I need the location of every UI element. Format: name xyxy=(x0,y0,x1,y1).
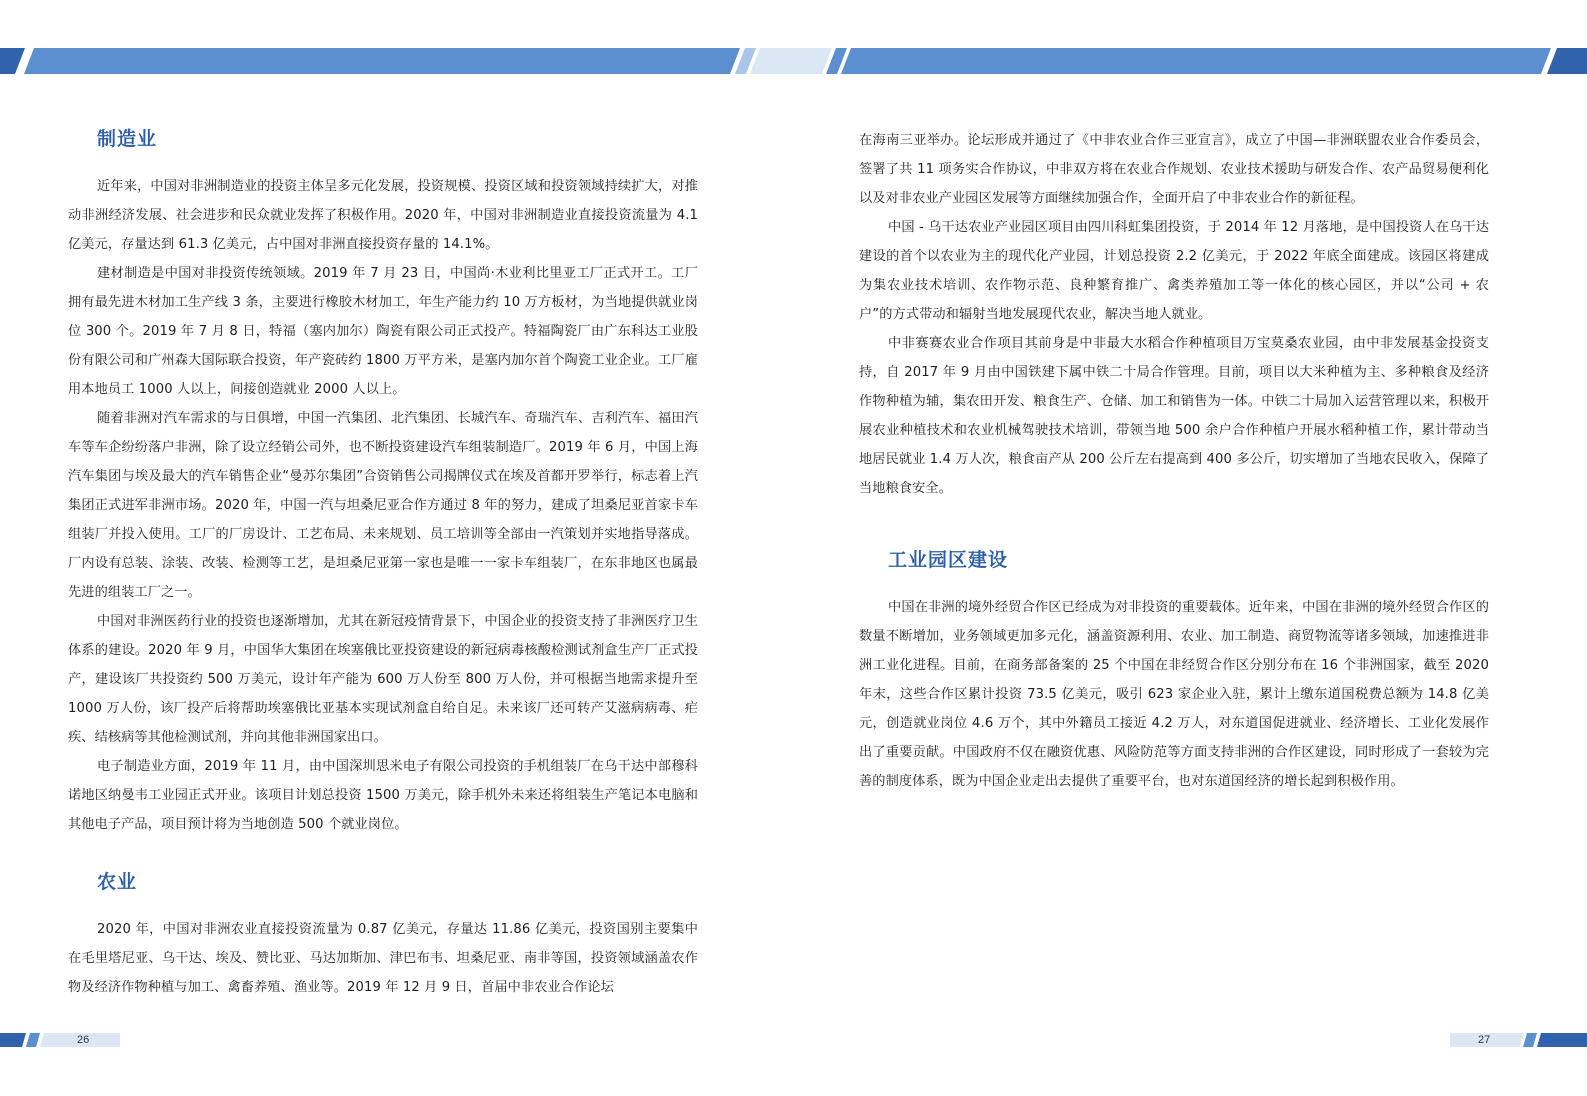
top-decorative-band xyxy=(0,48,1587,74)
paragraph: 建材制造是中国对非投资传统领域。2019 年 7 月 23 日，中国尚·木业利比里亚工厂正式开工。工厂拥有最先进木材加工生产线 3 条，主要进行橡胶木材加工，年生产能力约 10 万方板材，为当地提供就业岗位 300 个。2019 年 7 月 8 日，特福（塞内加尔）陶瓷有限公司正式投产。特福陶瓷厂由广东科达工业股份有限公司和广州森大国际联合投资，年产瓷砖约 1800 万平方米，是塞内加尔首个陶瓷工业企业。工厂雇用本地员工 1000 人以上，间接创造就业 2000 人以上。 xyxy=(68,266,698,397)
footer-decoration-left xyxy=(0,1033,120,1047)
section-heading-agriculture: 农业 xyxy=(97,871,138,893)
footer-decoration-right xyxy=(1450,1033,1587,1047)
paragraph: 2020 年，中国对非洲农业直接投资流量为 0.87 亿美元，存量达 11.86 亿美元，投资国别主要集中在毛里塔尼亚、乌干达、埃及、赞比亚、马达加斯加、津巴布韦、坦桑尼亚、南非等国，投资领域涵盖农作物及经济作物种植与加工、禽畜养殖、渔业等。2019 年 12 月 9 日，首届中非农业合作论坛 xyxy=(68,922,698,995)
paragraph: 电子制造业方面，2019 年 11 月，由中国深圳思米电子有限公司投资的手机组装厂在乌干达中部穆科诺地区纳曼韦工业园正式开业。该项目计划总投资 1500 万美元，除手机外未来还将组装生产笔记本电脑和其他电子产品，项目预计将为当地创造 500 个就业岗位。 xyxy=(68,759,698,832)
right-page-column xyxy=(859,126,1489,796)
paragraph: 中国在非洲的境外经贸合作区已经成为对非投资的重要载体。近年来，中国在非洲的境外经贸合作区的数量不断增加，业务领域更加多元化，涵盖资源利用、农业、加工制造、商贸物流等诸多领域，加速推进非洲工业化进程。目前，在商务部备案的 25 个中国在非经贸合作区分别分布在 16 个非洲国家，截至 2020 年末，这些合作区累计投资 73.5 亿美元，吸引 623 家企业入驻，累计上缴东道国税费总额为 14.8 亿美元，创造就业岗位 4.6 万个，其中外籍员工接近 4.2 万人，对东道国促进就业、经济增长、工业化发展作出了重要贡献。中国政府不仅在融资优惠、风险防范等方面支持非洲的合作区建设，同时形成了一套较为完善的制度体系，既为中国企业走出去提供了重要平台，也对东道国经济的增长起到积极作用。 xyxy=(859,600,1489,789)
left-page-column xyxy=(68,122,698,1002)
paragraph-continuation: 在海南三亚举办。论坛形成并通过了《中非农业合作三亚宣言》，成立了中国—非洲联盟农业合作委员会，签署了共 11 项务实合作协议，中非双方将在农业合作规划、农业技术援助与研发合作、农产品贸易便利化以及对非农业产业园区发展等方面继续加强合作，全面开启了中非农业合作的新征程。 xyxy=(859,133,1489,206)
paragraph: 近年来，中国对非洲制造业的投资主体呈多元化发展，投资规模、投资区域和投资领域持续扩大，对推动非洲经济发展、社会进步和民众就业发挥了积极作用。2020 年，中国对非洲制造业直接投资流量为 4.1 亿美元，存量达到 61.3 亿美元，占中国对非洲直接投资存量的 14.1%。 xyxy=(68,179,698,252)
page-number-left: 26 xyxy=(77,1034,90,1046)
paragraph: 随着非洲对汽车需求的与日俱增，中国一汽集团、北汽集团、长城汽车、奇瑞汽车、吉利汽车、福田汽车等车企纷纷落户非洲，除了设立经销公司外，也不断投资建设汽车组装制造厂。2019 年 6 月，中国上海汽车集团与埃及最大的汽车销售企业“曼苏尔集团”合资销售公司揭牌仪式在埃及首都开罗举行，标志着上汽集团正式进军非洲市场。2020 年，中国一汽与坦桑尼亚合作方通过 8 年的努力，建成了坦桑尼亚首家卡车组装厂并投入使用。工厂的厂房设计、工艺布局、未来规划、员工培训等全部由一汽策划并实地指导落成。厂内设有总装、涂装、改装、检测等工艺，是坦桑尼亚第一家也是唯一一家卡车组装厂，在东非地区也属最先进的组装工厂之一。 xyxy=(68,411,698,600)
paragraph: 中非赛赛农业合作项目其前身是中非最大水稻合作种植项目万宝莫桑农业园，由中非发展基金投资支持，自 2017 年 9 月由中国铁建下属中铁二十局合作管理。目前，项目以大米种植为主、多种粮食及经济作物种植为辅，集农田开发、粮食生产、仓储、加工和销售为一体。中铁二十局加入运营管理以来，积极开展农业种植技术和农业机械驾驶技术培训，带领当地 500 余户合作种植户开展水稻种植工作，累计带动当地居民就业 1.4 万人次，粮食亩产从 200 公斤左右提高到 400 多公斤，切实增加了当地农民收入，保障了当地粮食安全。 xyxy=(859,336,1489,496)
paragraph: 中国 - 乌干达农业产业园区项目由四川科虹集团投资，于 2014 年 12 月落地，是中国投资人在乌干达建设的首个以农业为主的现代化产业园，计划总投资 2.2 亿美元，于 2022 年底全面建成。该园区将建成为集农业技术培训、农作物示范、良种繁育推广、禽类养殖加工等一体化的核心园区，并以“公司 + 农户”的方式带动和辐射当地发展现代农业，解决当地人就业。 xyxy=(859,220,1489,322)
page-number-right: 27 xyxy=(1478,1034,1491,1046)
section-heading-manufacturing: 制造业 xyxy=(97,128,158,150)
section-heading-industrial-parks: 工业园区建设 xyxy=(888,549,1009,571)
paragraph: 中国对非洲医药行业的投资也逐渐增加，尤其在新冠疫情背景下，中国企业的投资支持了非洲医疗卫生体系的建设。2020 年 9 月，中国华大集团在埃塞俄比亚投资建设的新冠病毒核酸检测试剂盒生产厂正式投产，建设该厂共投资约 500 万美元，设计年产能为 600 万人份至 800 万人份，并可根据当地需求提升至 1000 万人份，该厂投产后将帮助埃塞俄比亚基本实现试剂盒自给自足。未来该厂还可转产艾滋病病毒、疟疾、结核病等其他检测试剂，并向其他非洲国家出口。 xyxy=(68,614,698,745)
